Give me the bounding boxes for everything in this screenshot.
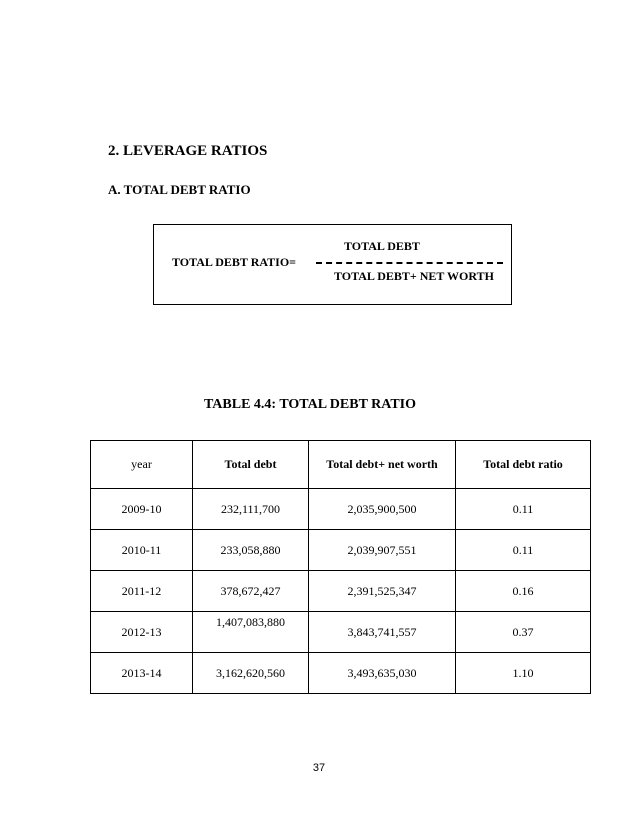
header-total-debt-ratio: Total debt ratio — [456, 441, 591, 489]
table-row — [91, 653, 591, 694]
header-total-debt-net-worth: Total debt+ net worth — [309, 441, 456, 489]
formula-lhs: TOTAL DEBT RATIO= — [172, 255, 296, 269]
cell-ratio: 1.10 — [456, 653, 591, 694]
cell-year: 2012-13 — [91, 612, 193, 653]
formula-fraction-line — [316, 255, 503, 269]
formula-box — [153, 224, 512, 305]
cell-year: 2009-10 — [91, 489, 193, 530]
cell-total-debt: 233,058,880 — [193, 530, 309, 571]
cell-total-debt-net-worth: 2,391,525,347 — [309, 571, 456, 612]
table-row — [91, 530, 591, 571]
cell-total-debt-net-worth: 3,843,741,557 — [309, 612, 456, 653]
cell-ratio: 0.11 — [456, 489, 591, 530]
formula-numerator: TOTAL DEBT — [344, 239, 420, 253]
cell-year: 2013-14 — [91, 653, 193, 694]
cell-total-debt-net-worth: 3,493,635,030 — [309, 653, 456, 694]
cell-ratio: 0.16 — [456, 571, 591, 612]
formula-denominator: TOTAL DEBT+ NET WORTH — [334, 269, 494, 283]
header-total-debt: Total debt — [193, 441, 309, 489]
total-debt-ratio-table — [90, 440, 591, 694]
section-heading: 2. LEVERAGE RATIOS — [108, 143, 268, 159]
page-number: 37 — [312, 762, 326, 774]
cell-ratio: 0.11 — [456, 530, 591, 571]
table-header-row — [91, 441, 591, 489]
cell-total-debt — [193, 612, 309, 653]
sub-heading: A. TOTAL DEBT RATIO — [108, 182, 251, 197]
cell-total-debt-text: 1,407,083,880 — [216, 615, 285, 629]
cell-ratio: 0.37 — [456, 612, 591, 653]
cell-total-debt: 3,162,620,560 — [193, 653, 309, 694]
cell-year: 2011-12 — [91, 571, 193, 612]
cell-total-debt-net-worth: 2,039,907,551 — [309, 530, 456, 571]
cell-year: 2010-11 — [91, 530, 193, 571]
table-row — [91, 571, 591, 612]
header-year: year — [91, 441, 193, 489]
table-row — [91, 612, 591, 653]
table-title: TABLE 4.4: TOTAL DEBT RATIO — [204, 397, 417, 412]
table-row — [91, 489, 591, 530]
cell-total-debt: 378,672,427 — [193, 571, 309, 612]
cell-total-debt-net-worth: 2,035,900,500 — [309, 489, 456, 530]
cell-total-debt: 232,111,700 — [193, 489, 309, 530]
